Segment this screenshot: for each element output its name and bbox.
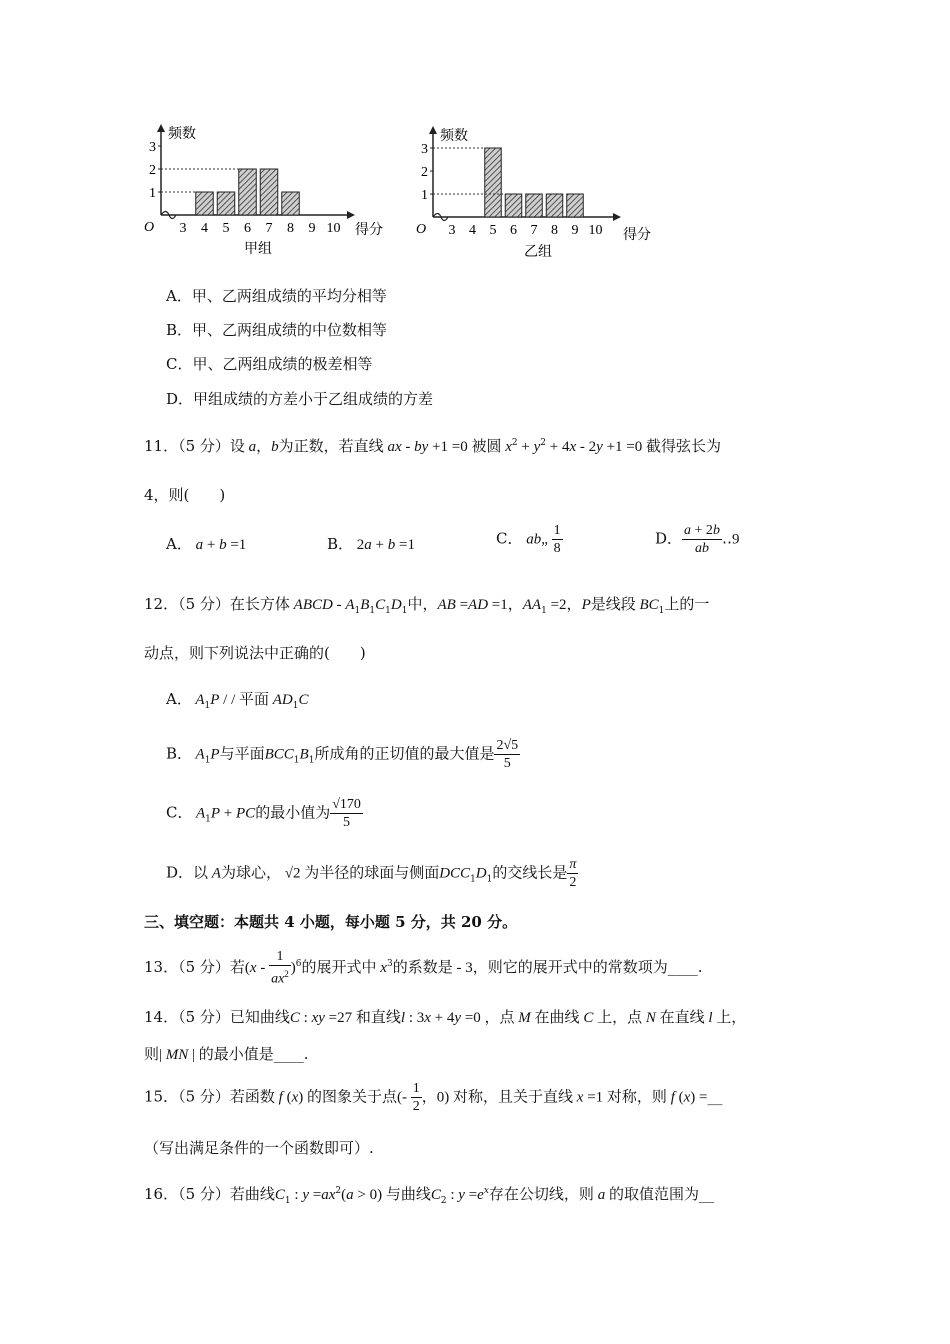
q11-stem: 11．（5 分）设 a，b为正数，若直线 ax - by +1 =0 被圆 $x^2 + y^2 + 4x - 2y +1 =0$ 截得弦长为 xyxy=(144,437,721,455)
jia-ytick-label: 2 xyxy=(149,163,156,178)
q11-option-b: B． 2a + b =1 xyxy=(327,535,415,553)
chart-yi xyxy=(412,118,672,266)
jia-xtick-label: 7 xyxy=(265,221,273,236)
yi-xlabel: 得分 xyxy=(623,228,651,243)
yi-ylabel: 频数 xyxy=(440,129,468,144)
jia-bar xyxy=(217,192,235,215)
q12-option-a: A． $A_1P$ / / 平面 $AD_1C$ xyxy=(166,690,309,711)
chart-jia xyxy=(140,118,400,266)
jia-group-label: 甲组 xyxy=(244,242,272,257)
q15-stem-cont: （写出满足条件的一个函数即可）. xyxy=(144,1139,374,1157)
jia-ytick-label: 1 xyxy=(149,186,156,201)
q16-stem: 16．（5 分）若曲线$C_1$ : $y =ax^2(a > 0)$ 与曲线$C_2$ : $y =e^x$存在公切线，则 a 的取值范围为__ xyxy=(144,1185,714,1206)
jia-xtick-label: 3 xyxy=(179,221,187,236)
yi-ytick-label: 3 xyxy=(421,142,428,157)
q12-stem: 12．（5 分）在长方体 ABCD - $A_1B_1C_1D_1$中，AB =AD =1，$AA_1 =2$，P是线段 $BC_1$上的一 xyxy=(144,595,710,616)
yi-xtick-label: 10 xyxy=(588,223,603,238)
yi-bar xyxy=(505,194,522,217)
jia-bar xyxy=(260,169,278,215)
q10-option-a: A．甲、乙两组成绩的平均分相等 xyxy=(166,287,387,305)
yi-y-arrow xyxy=(429,126,437,134)
yi-xtick-label: 7 xyxy=(530,223,538,238)
yi-x-arrow xyxy=(613,213,621,221)
jia-ytick-label: 3 xyxy=(149,140,156,155)
q12-option-d: D．以 A为球心， √2 为半径的球面与侧面$DCC_1D_1$的交线长是 $\frac{\pi}{2}$ xyxy=(166,857,577,890)
q10-option-c: C．甲、乙两组成绩的极差相等 xyxy=(166,355,373,373)
q12-stem-cont: 动点，则下列说法中正确的( ) xyxy=(144,644,366,662)
q11-option-c: C． ab„ $\frac{1}{8}$ xyxy=(496,523,561,556)
jia-bar xyxy=(282,192,300,215)
jia-y-arrow xyxy=(157,124,165,132)
jia-ylabel: 频数 xyxy=(168,127,196,142)
q11-option-a: A． a + b =1 xyxy=(166,535,247,553)
jia-x-arrow xyxy=(347,211,355,219)
jia-bar xyxy=(239,169,257,215)
q10-option-d: D．甲组成绩的方差小于乙组成绩的方差 xyxy=(166,390,434,408)
q12-option-b: B． $A_1P$与平面$BCC_1B_1$所成角的正切值的最大值是 $\frac{2√5}{5}$ xyxy=(166,738,519,771)
yi-xtick-label: 4 xyxy=(469,223,476,238)
yi-bar xyxy=(546,194,563,217)
q14-stem: 14．（5 分）已知曲线C : xy =27 和直线l : 3x + 4y =0 ，点 M 在曲线 C 上，点 N 在直线 l 上， xyxy=(144,1008,747,1026)
q11-option-d: D． $\frac{a + 2b}{ab}$ ‥9 xyxy=(655,523,740,556)
yi-xtick-label: 8 xyxy=(551,223,558,238)
jia-xtick-label: 8 xyxy=(287,221,294,236)
jia-xtick-label: 10 xyxy=(326,221,341,236)
q12-option-c: C． $A_1P$ + PC的最小值为 $\frac{√170}{5}$ xyxy=(166,797,361,830)
jia-xlabel: 得分 xyxy=(355,223,383,238)
section-3-heading: 三、填空题：本题共 4 小题，每小题 5 分，共 20 分。 xyxy=(144,913,518,931)
jia-xtick-label: 5 xyxy=(222,221,230,236)
yi-bar xyxy=(485,148,502,217)
jia-origin: O xyxy=(144,220,155,235)
q11-stem-cont: 4，则( ) xyxy=(144,486,226,504)
q13-stem: 13．（5 分）若(x - $\frac{1}{ax^2}$ )$^6$的展开式中 $x^3$的系数是 - 3，则它的展开式中的常数项为____. xyxy=(144,949,703,987)
yi-xtick-label: 5 xyxy=(489,223,497,238)
yi-xtick-label: 9 xyxy=(571,223,579,238)
yi-xtick-label: 3 xyxy=(448,223,456,238)
yi-ytick-label: 2 xyxy=(421,165,428,180)
q15-stem: 15．（5 分）若函数 f (x) 的图象关于点(- $\frac{1}{2}$ ，0) 对称，且关于直线 x =1 对称，则 f (x) =__ xyxy=(144,1081,723,1114)
yi-ytick-label: 1 xyxy=(421,188,428,203)
yi-bar xyxy=(567,194,584,217)
yi-xtick-label: 6 xyxy=(510,223,517,238)
yi-origin: O xyxy=(416,222,427,237)
yi-bar xyxy=(526,194,543,217)
q10-option-b: B．甲、乙两组成绩的中位数相等 xyxy=(166,321,388,339)
jia-xtick-label: 9 xyxy=(308,221,316,236)
jia-xtick-label: 6 xyxy=(244,221,251,236)
jia-bar xyxy=(196,192,214,215)
q14-stem-cont: 则| MN | 的最小值是____. xyxy=(144,1045,309,1063)
yi-group-label: 乙组 xyxy=(524,245,552,260)
jia-xtick-label: 4 xyxy=(201,221,208,236)
